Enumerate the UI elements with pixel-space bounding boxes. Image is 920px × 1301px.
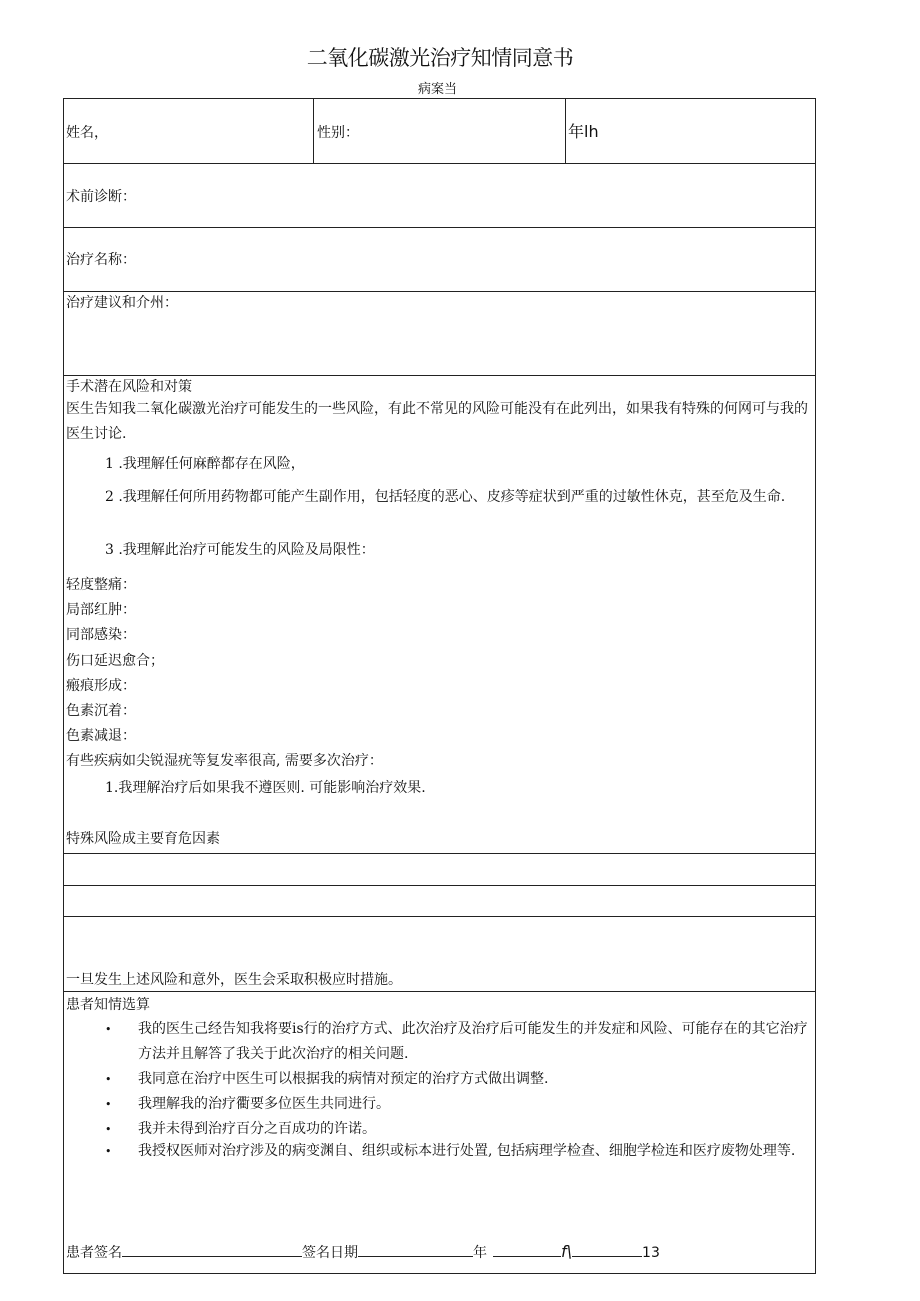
end-mark: 13 bbox=[642, 1245, 660, 1261]
row-divider bbox=[64, 991, 815, 992]
risk-item: 3 .我理解此治疗可能发生的风险及局限性： bbox=[105, 542, 375, 558]
signature-row bbox=[64, 1242, 817, 1262]
row-divider bbox=[64, 885, 815, 886]
risk-item: 2 .我理解任何所用药物都可能产生副作用，包括轻度的恶心、皮疹等症状到严重的过敏性休克，甚至危及生命. bbox=[105, 489, 786, 505]
consent-item: 我的医生己经告知我将要is行的治疗方式、此次治疗及治疗后可能发生的并发症和风险、可能存在的其它治疗方法并且解答了我关于此次治疗的相关问题. bbox=[138, 1021, 808, 1062]
column-divider bbox=[565, 99, 566, 163]
sign-month-field[interactable] bbox=[493, 1242, 561, 1257]
recommendation-label: 治疗建议和介州： bbox=[66, 295, 178, 311]
bullet-icon: • bbox=[105, 1123, 112, 1136]
bullet-icon: • bbox=[105, 1098, 112, 1111]
row-divider bbox=[64, 163, 815, 164]
sign-date-label: 签名日期 bbox=[302, 1245, 358, 1261]
consent-heading: 患者知情选算 bbox=[66, 997, 150, 1013]
risk-list-item: 局部红肿： bbox=[66, 602, 136, 618]
column-divider bbox=[313, 99, 314, 163]
sign-year-field[interactable] bbox=[358, 1242, 473, 1257]
document-title: 二氧化碳激光治疗知情同意书 bbox=[306, 46, 574, 70]
consent-item: 我并未得到治疗百分之百成功的许诺。 bbox=[138, 1121, 376, 1137]
risk-list-item: 瘢痕形成： bbox=[66, 678, 136, 694]
bullet-icon: • bbox=[105, 1023, 112, 1036]
patient-sign-label: 患者签名 bbox=[66, 1245, 122, 1261]
consent-item: 我同意在治疗中医生可以根据我的病情对预定的治疗方式做出调整. bbox=[138, 1071, 549, 1087]
special-risk-heading: 特殊风险成主要育危因素 bbox=[66, 831, 220, 847]
row-divider bbox=[64, 227, 815, 228]
record-number-label: 病案当 bbox=[418, 82, 458, 97]
row-divider bbox=[64, 853, 815, 854]
diagnosis-label: 术前诊断： bbox=[66, 189, 136, 205]
bullet-icon: • bbox=[105, 1073, 112, 1086]
month-mark: f\ bbox=[561, 1242, 573, 1261]
risk-item: 1 .我理解任何麻醉都存在风险， bbox=[105, 456, 305, 472]
patient-sign-field[interactable] bbox=[122, 1242, 302, 1257]
recurrence-note: 有些疾病如尖锐湿疣等复发率很高, 需要多次治疗： bbox=[66, 753, 383, 769]
risk-list-item: 轻度整痛： bbox=[66, 577, 136, 593]
gender-label: 性别： bbox=[317, 125, 359, 141]
year-label: 年 bbox=[473, 1245, 487, 1261]
consent-item: 我授权医师对治疗涉及的病变渊自、组织或标本进行处置, 包括病理学检查、细胞学检连和医疗废物处理等. bbox=[138, 1143, 796, 1159]
measures-note: 一旦发生上述风险和意外，医生会采取积极应时措施。 bbox=[66, 972, 402, 988]
risk-list-item: 伤口延迟愈合； bbox=[66, 653, 164, 669]
risks-intro: 医生告知我二氧化碳激光治疗可能发生的一些风险，有此不常见的风险可能没有在此列出，如果我有特殊的何网可与我的医生讨论. bbox=[66, 401, 808, 442]
treatment-name-label: 治疗名称： bbox=[66, 252, 136, 268]
row-divider bbox=[64, 916, 815, 917]
consent-form-table bbox=[63, 98, 816, 1274]
risks-heading: 手术潜在风险和对策 bbox=[66, 379, 192, 395]
risk-list-item: 色素减退： bbox=[66, 728, 136, 744]
name-label: 姓名， bbox=[66, 125, 108, 141]
risk-list-item: 色素沉着： bbox=[66, 703, 136, 719]
risk-list-item: 同部感染： bbox=[66, 627, 136, 643]
bullet-icon: • bbox=[105, 1145, 112, 1158]
consent-item: 我理解我的治疗衢要多位医生共同进行。 bbox=[138, 1096, 390, 1112]
row-divider bbox=[64, 375, 815, 376]
sign-day-field[interactable] bbox=[572, 1242, 642, 1257]
compliance-note: 1.我理解治疗后如果我不遵医则. 可能影响治疗效果. bbox=[105, 780, 426, 796]
age-label: 年lh bbox=[568, 122, 599, 141]
row-divider bbox=[64, 291, 815, 292]
